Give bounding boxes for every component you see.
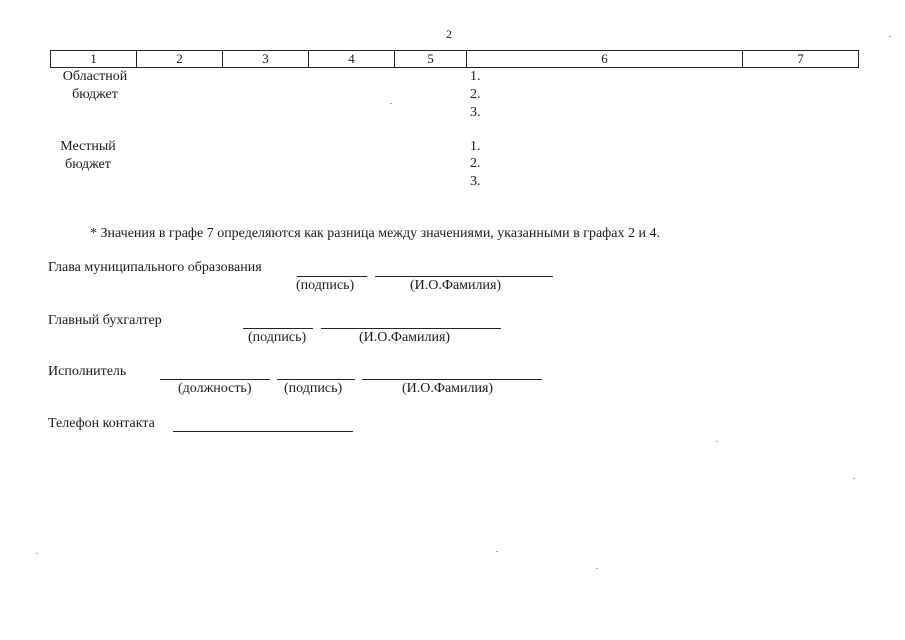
accountant-name-caption: (И.О.Фамилия) [359, 330, 451, 345]
executor-name-line[interactable] [362, 379, 542, 380]
accountant-signature-line[interactable] [243, 328, 313, 329]
executor-label: Исполнитель [48, 364, 127, 379]
phone-label: Телефон контакта [48, 416, 155, 431]
head-name-line[interactable] [375, 276, 553, 277]
head-label: Глава муниципального образования [48, 260, 262, 275]
column-number-header [50, 50, 859, 68]
column-number-6: 6 [467, 51, 743, 68]
column-number-7: 7 [743, 51, 859, 68]
scan-speck [716, 441, 718, 442]
executor-position-line[interactable] [160, 379, 270, 380]
list-item: 2. [470, 87, 481, 102]
local-budget-label [50, 138, 126, 174]
executor-position-caption: (должность) [178, 381, 252, 396]
accountant-name-line[interactable] [321, 328, 501, 329]
column-number-1: 1 [51, 51, 137, 68]
budget-label-line: Местный [60, 139, 116, 154]
column-number-4: 4 [309, 51, 395, 68]
column-number-2: 2 [137, 51, 223, 68]
budget-label-line: Областной [62, 69, 128, 84]
page-number: 2 [446, 27, 452, 41]
scan-speck [390, 103, 392, 104]
list-item: 3. [470, 174, 481, 189]
budget-label-line: бюджет [72, 87, 118, 102]
executor-name-caption: (И.О.Фамилия) [402, 381, 494, 396]
list-item: 2. [470, 156, 481, 171]
head-signature-caption: (подпись) [296, 278, 355, 293]
phone-line[interactable] [173, 431, 353, 432]
list-item: 3. [470, 105, 481, 120]
column-number-3: 3 [223, 51, 309, 68]
scan-speck [889, 36, 891, 37]
scan-speck [496, 551, 498, 552]
scan-speck [853, 478, 855, 479]
head-signature-line[interactable] [297, 276, 367, 277]
list-item: 1. [470, 139, 481, 154]
scan-speck [596, 568, 598, 569]
executor-signature-line[interactable] [277, 379, 355, 380]
list-item: 1. [470, 69, 481, 84]
accountant-signature-caption: (подпись) [248, 330, 307, 345]
regional-budget-label [52, 68, 138, 104]
footnote: * Значения в графе 7 определяются как разница между значениями, указанными в графах 2 и 4. [90, 226, 660, 241]
head-name-caption: (И.О.Фамилия) [410, 278, 502, 293]
accountant-label: Главный бухгалтер [48, 313, 162, 328]
column-number-5: 5 [395, 51, 467, 68]
budget-label-line: бюджет [65, 157, 111, 172]
executor-signature-caption: (подпись) [284, 381, 343, 396]
scan-speck [36, 553, 38, 554]
